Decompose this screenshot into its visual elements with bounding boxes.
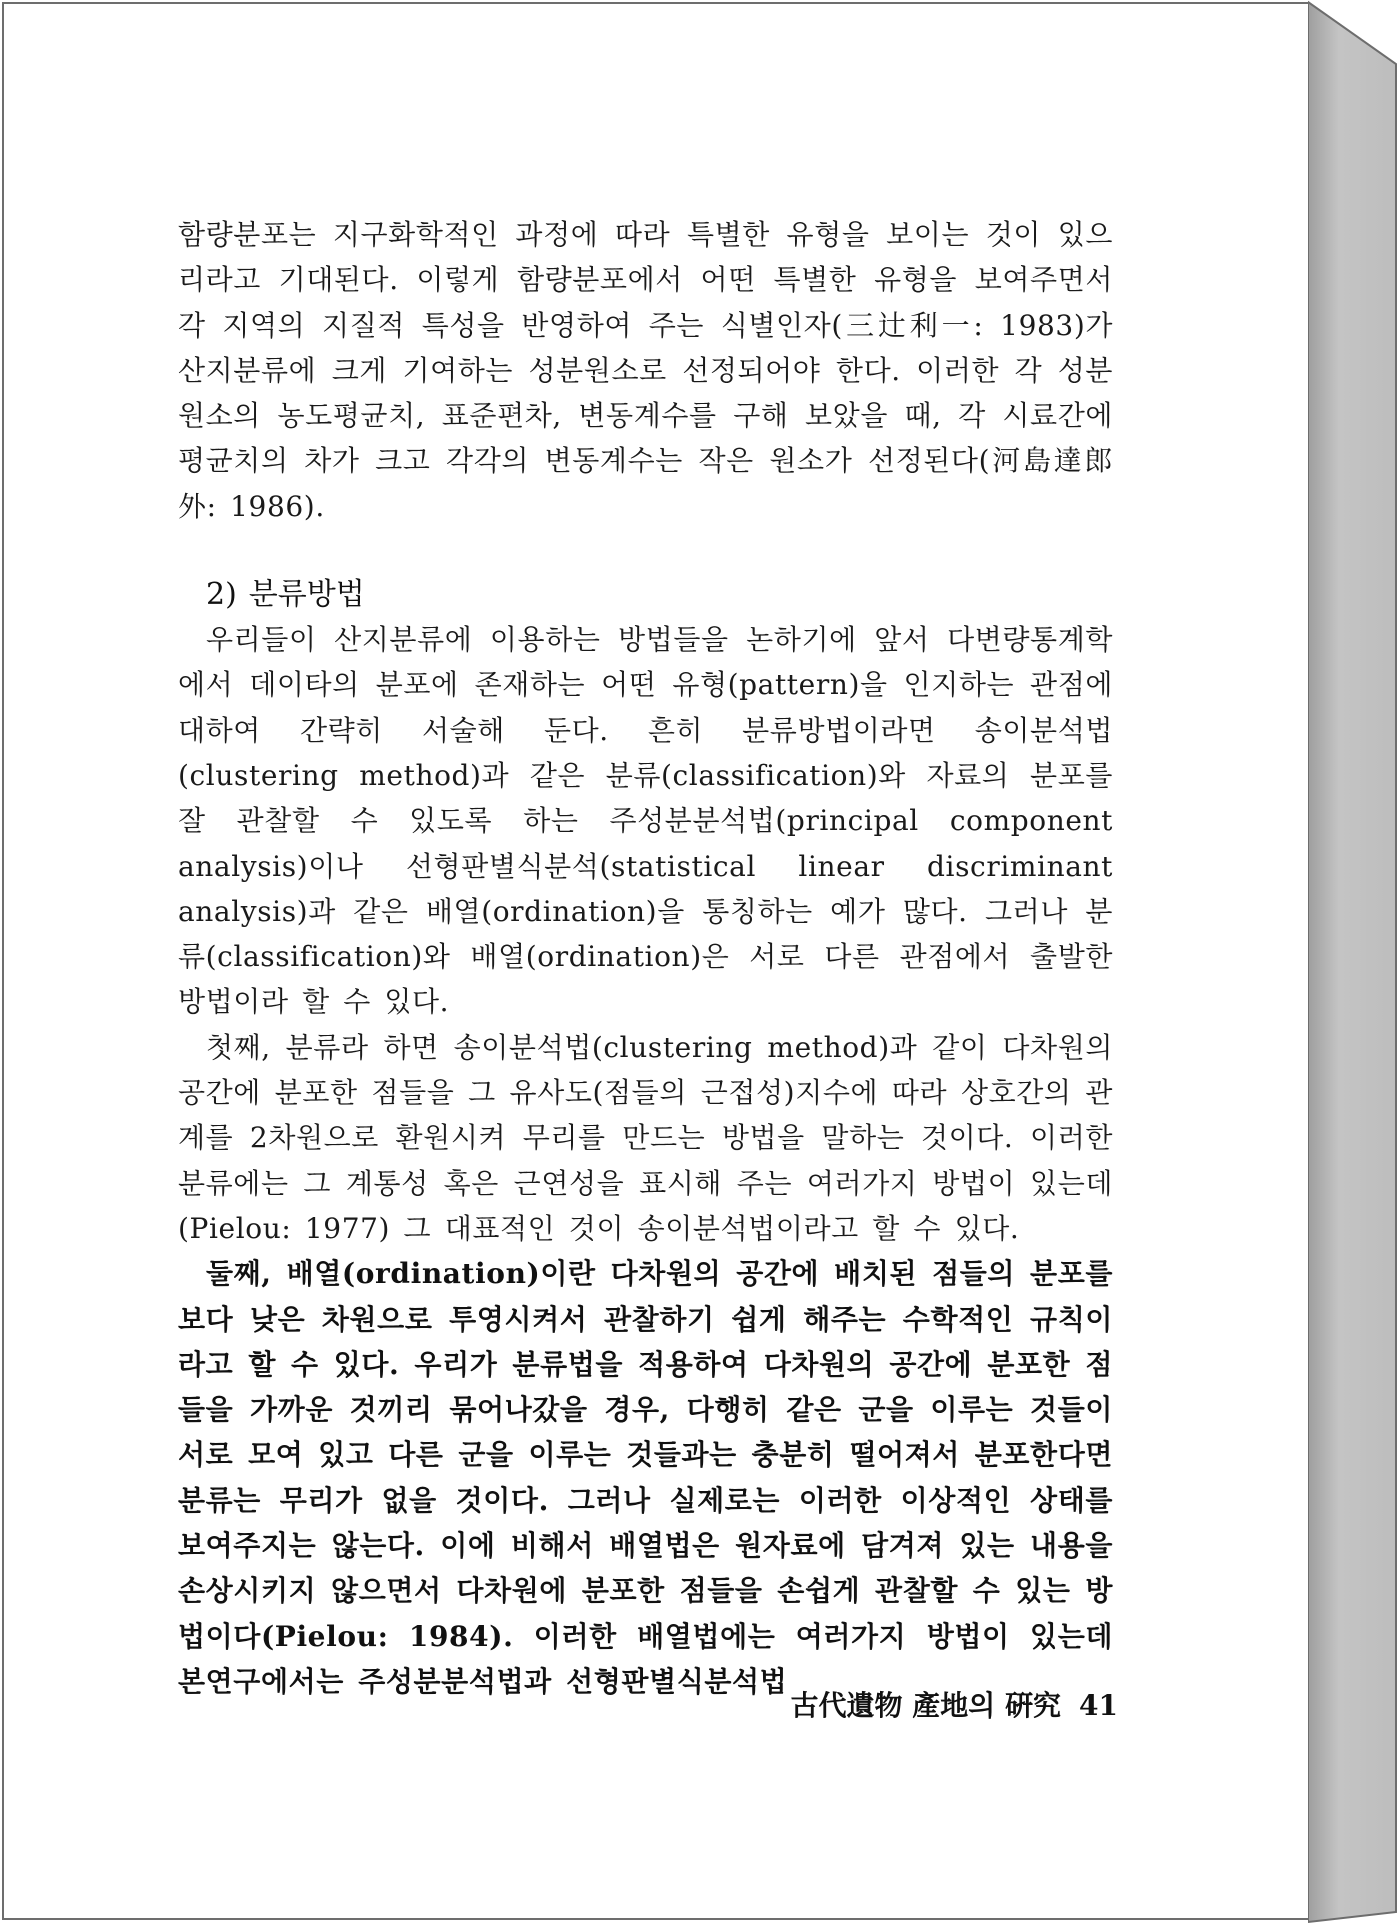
paragraph-second-ordination: 둘째, 배열(ordination)이란 다차원의 공간에 배치된 점들의 분포를 보다 낮은 차원으로 투영시켜서 관찰하기 쉽게 해주는 수학적인 규칙이라고 할 수 있다. 우리가 분류법을 적용하여 다차원의 공간에 분포한 점들을 가까운 것끼리 묶어나갔을 경우, 다행히 같은 군을 이루는 것들이 서로 모여 있고 다른 군을 이루는 것들과는 충분히 떨어져서 분포한다면 분류는 무리가 없을 것이다. 그러나 실제로는 이러한 이상적인 상태를 보여주지는 않는다. 이에 비해서 배열법은 원자료에 담겨져 있는 내용을 손상시키지 않으면서 다차원에 분포한 점들을 손쉽게 관찰할 수 있는 방법이다(Pielou: 1984). 이러한 배열법에는 여러가지 방법이 있는데 본연구에서는 주성분분석법과 선형판별식분석법 xyxy=(178,1257,1113,1698)
page-number: 41 xyxy=(1079,1689,1118,1722)
section-title: 분류방법 xyxy=(248,577,365,613)
paragraph-first-classification: 첫째, 분류라 하면 송이분석법(clustering method)과 같이 다차원의 공간에 분포한 점들을 그 유사도(점들의 근접성)지수에 따라 상호간의 관계를 2차원으로 환원시켜 무리를 만드는 방법을 말하는 것이다. 이러한 분류에는 그 계통성 혹은 근연성을 표시해 주는 여러가지 방법이 있는데(Pielou: 1977) 그 대표적인 것이 송이분석법이라고 할 수 있다. xyxy=(178,1030,1113,1245)
paragraph-classification-intro: 우리들이 산지분류에 이용하는 방법들을 논하기에 앞서 다변량통계학에서 데이타의 분포에 존재하는 어떤 유형(pattern)을 인지하는 관점에 대하여 간략히 서술해 둔다. 흔히 분류방법이라면 송이분석법(clustering method)과 같은 분류(classification)와 자료의 분포를 잘 관찰할 수 있도록 하는 주성분분석법(principal component analysis)이나 선형판별식분석(statistical linear discriminant analysis)과 같은 배열(ordination)을 통칭하는 예가 많다. 그러나 분류(classification)와 배열(ordination)은 서로 다른 관점에서 출발한 방법이라 할 수 있다. xyxy=(178,623,1113,1019)
section-heading-classification-method xyxy=(178,572,1113,617)
paragraph-element-distribution: 함량분포는 지구화학적인 과정에 따라 특별한 유형을 보이는 것이 있으리라고 기대된다. 이렇게 함량분포에서 어떤 특별한 유형을 보여주면서 각 지역의 지질적 특성을 반영하여 주는 식별인자(三辻利一: 1983)가 산지분류에 크게 기여하는 성분원소로 선정되어야 한다. 이러한 각 성분원소의 농도평균치, 표준편차, 변동계수를 구해 보았을 때, 각 시료간에 평균치의 차가 크고 각각의 변동계수는 작은 원소가 선정된다(河島達郎 外: 1986). xyxy=(178,218,1113,523)
page-footer xyxy=(788,1686,1118,1726)
page-side-edge xyxy=(1308,0,1399,1926)
page-content xyxy=(178,212,1113,1704)
section-number: 2) xyxy=(206,577,237,613)
running-title: 古代遺物 產地의 硏究 xyxy=(790,1689,1062,1722)
